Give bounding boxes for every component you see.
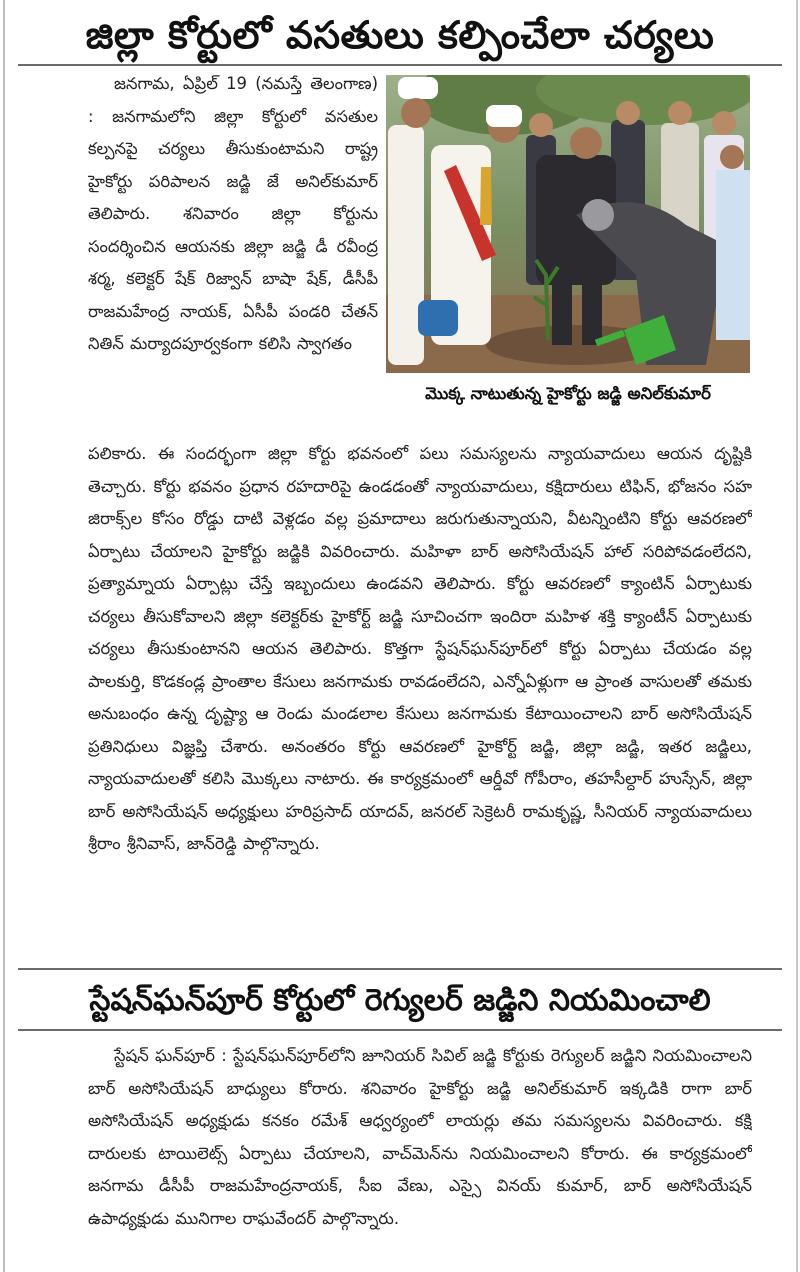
- article-body-column: [88, 438, 752, 966]
- subhead-divider: [18, 1029, 782, 1031]
- second-article-column: [88, 1040, 752, 1264]
- article-lead-column: [88, 68, 378, 448]
- article-body: పలికారు. ఈ సందర్భంగా జిల్లా కోర్టు భవనంలో పలు సమస్యలను న్యాయవాదులు ఆయన దృష్టికి తెచ్చారు. కోర్టు భవనం ప్రధాన రహదారిపై ఉండడంతో న్యాయవాదులు, కక్షిదారులు టిఫిన్, భోజనం సహ జిరాక్స్‌ల కోసం రోడ్డు దాటి వెళ్లడం వల్ల ప్రమాదాలు జరుగుతున్నాయని, వీటన్నింటిని కోర్టు ఆవరణలో ఏర్పాటు చేయాలని హైకోర్టు జడ్జికి వివరించారు. మహిళా బార్ అసోసియేషన్ హాల్ సరిపోవడంలేదని, ప్రత్యామ్నాయ ఏర్పాట్లు చేస్తే ఇబ్బందులు ఉండవని తెలిపారు. కోర్టు ఆవరణలో క్యాంటిన్ ఏర్పాటుకు చర్యలు తీసుకోవాలని జిల్లా కలెక్టర్‌కు హైకోర్ట్ జడ్జి సూచించగా ఇందిరా మహిళ శక్తి క్యాంటీన్ ఏర్పాటుకు చర్యలు తీసుకుంటానని ఆయన తెలిపారు. కొత్తగా స్టేషన్‌ఘన్‌పూర్‌లో కోర్టు ఏర్పాటు చేయడం వల్ల పాలకుర్తి, కొడకండ్ల ప్రాంతాల కేసులు జనగామకు రావడంలేదని, ఎన్నోఏళ్లుగా ఆ ప్రాంత వాసులతో తమకు అనుబంధం ఉన్న దృష్ట్యా ఆ రెండు మండలాల కేసులు జనగామకు కేటాయించాలని బార్ అసోసియేషన్ ప్రతినిధులు విజ్ఞప్తి చేశారు. అనంతరం కోర్టు ఆవరణలో హైకోర్ట్ జడ్జి, జిల్లా జడ్జి, ఇతర జడ్జిలు, న్యాయవాదులతో కలిసి మొక్కలు నాటారు. ఈ కార్యక్రమంలో ఆర్డీవో గోపీరాం, తహసీల్దార్ హుస్సేన్, జిల్లా బార్ అసోసియేషన్ అధ్యక్షులు హరిప్రసాద్ యాదవ్, జనరల్ సెక్రెటరీ రామకృష్ణ, సీనియర్ న్యాయవాదులు శ్రీరాం శ్రీనివాస్, జాన్‌రెడ్డి పాల్గొన్నారు.: [88, 444, 752, 853]
- main-headline: జిల్లా కోర్టులో వసతులు కల్పించేలా చర్యలు: [85, 13, 715, 57]
- page-edge-left: [3, 0, 5, 1272]
- article-divider: [18, 968, 782, 970]
- photo-illustration: [386, 75, 750, 373]
- page-edge-right: [796, 0, 798, 1272]
- second-headline: స్టేషన్‌ఘన్‌పూర్ కోర్టులో రెగ్యులర్ జడ్జిని నియమించాలి: [89, 983, 711, 1018]
- article-lead: జనగామ, ఏప్రిల్ 19 (నమస్తే తెలంగాణ) : జనగామలోని జిల్లా కోర్టులో వసతుల కల్పనపై చర్యలు తీసుకుంటామని రాష్ట్ర హైకోర్టు పరిపాలన జడ్జి జే అనిల్‌కుమార్ తెలిపారు. శనివారం జిల్లా కోర్టును సందర్శించిన ఆయనకు జిల్లా జడ్జి డీ రవీంద్ర శర్మ, కలెక్టర్ షేక్ రిజ్వాన్ బాషా షేక్, డీసీపీ రాజమహేంద్ర నాయక్, ఏసీపీ పండరి చేతన్ నితిన్ మర్యాదపూర్వకంగా కలిసి స్వాగతం: [88, 74, 378, 353]
- second-article-body: స్టేషన్ ఘన్‌పూర్ : స్టేషన్‌ఘన్‌పూర్‌లోని జూనియర్ సివిల్ జడ్జి కోర్టుకు రెగ్యులర్ జడ్జిని నియమించాలని బార్ అసోసియేషన్ బాధ్యులు కోరారు. శనివారం హైకోర్టు జడ్జి అనిల్‌కుమార్ ఇక్కడికి రాగా బార్ అసోసియేషన్ అధ్యక్షుడు కనకం రమేశ్ ఆధ్వర్యంలో లాయర్లు తమ సమస్యలను వివరించారు. కక్షి దారులకు టాయిలెట్స్ ఏర్పాటు చేయాలని, వాచ్‌మెన్‌ను నియమించాలని కోరారు. ఈ కార్యక్రమంలో జనగామ డీసీపీ రాజమహేంద్రనాయక్, సీఐ వేణు, ఎస్సై వినయ్ కుమార్, బార్ అసోసియేషన్ ఉపాధ్యక్షుడు మునిగాల రాఘవేందర్ పాల్గొన్నారు.: [88, 1046, 752, 1228]
- headline-divider: [18, 64, 782, 66]
- photo-caption: మొక్క నాటుతున్న హైకోర్టు జడ్జి అనిల్‌కుమార్: [425, 384, 711, 403]
- news-photo: [386, 75, 750, 373]
